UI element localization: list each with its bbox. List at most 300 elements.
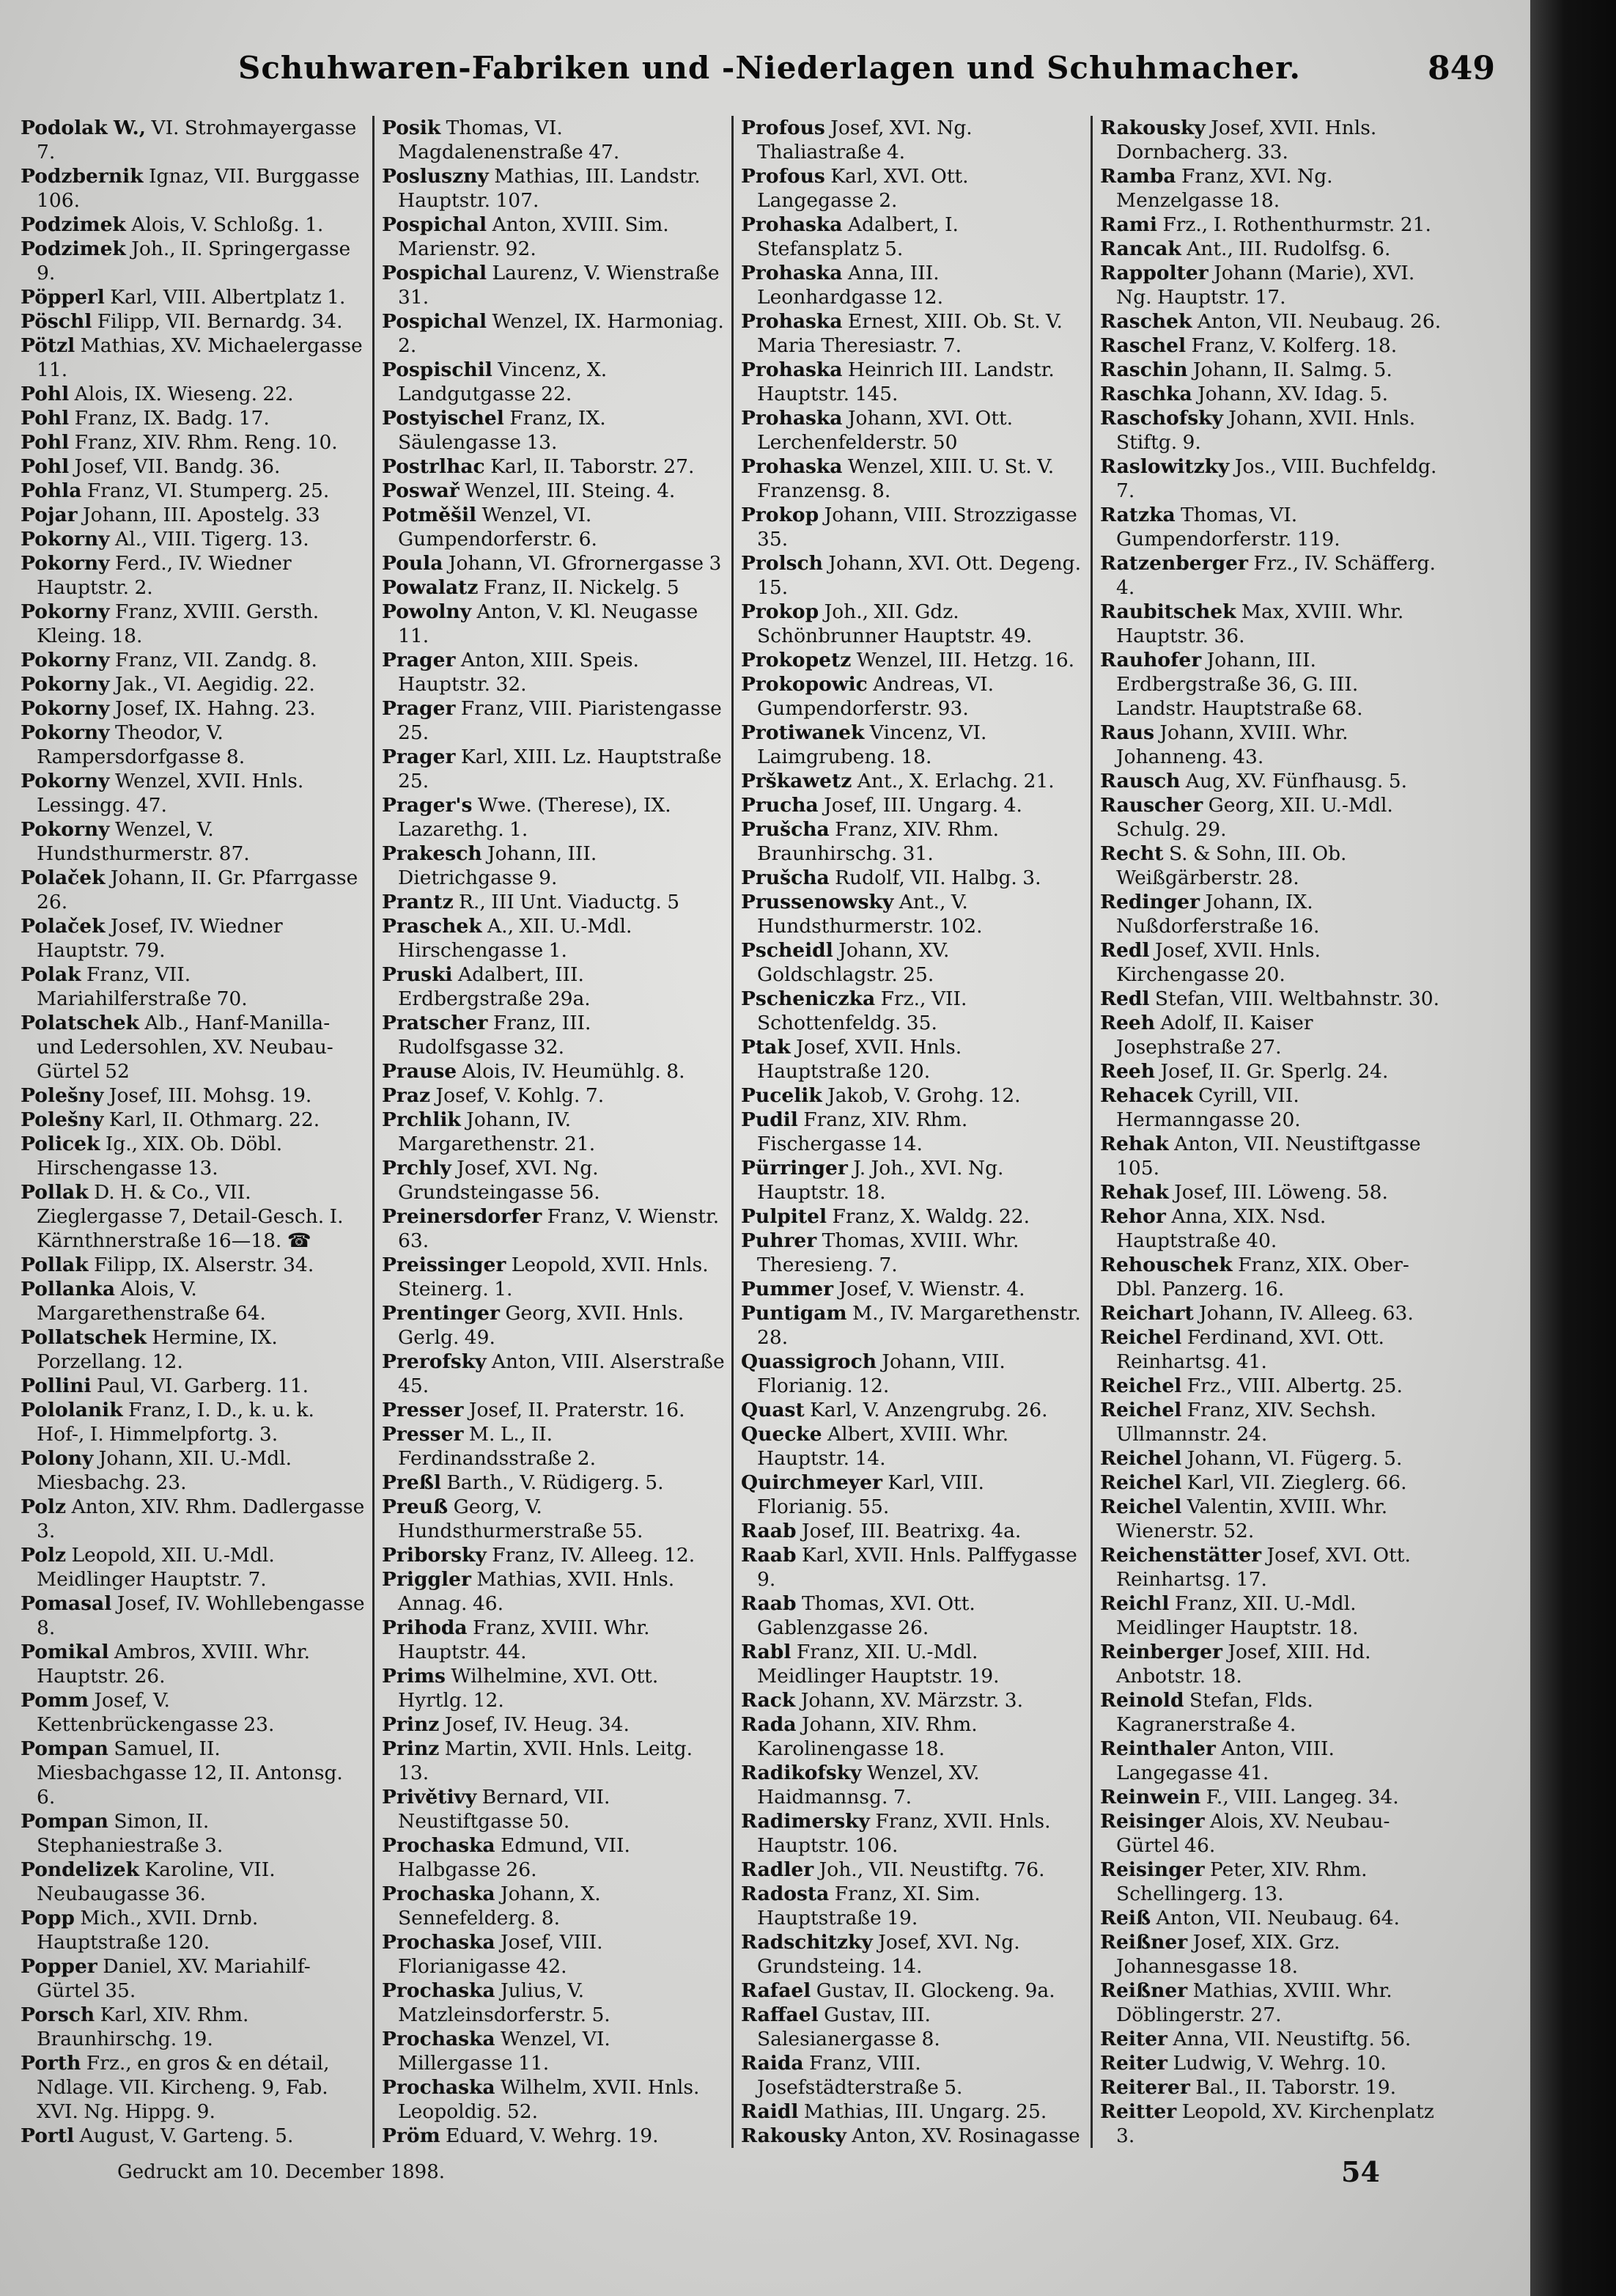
directory-entry [1100,600,1444,648]
entry-address: Mathias, III. Landstr. Hauptstr. 107. [398,165,701,212]
directory-entry [741,164,1085,213]
entry-address: Valentin, XVIII. Whr. Wienerstr. 52. [1116,1495,1388,1542]
entry-name: Prokop [741,504,819,526]
directory-entry [1100,1640,1444,1688]
directory-entry [1100,1253,1444,1301]
entry-address: Wenzel, IX. Harmoniag. 2. [398,310,724,357]
entry-name: Polaček [21,915,106,938]
entry-name: Pudil [741,1108,798,1131]
entry-name: Raab [741,1520,797,1542]
directory-entry [1100,1809,1444,1858]
directory-entry [1100,1132,1444,1180]
entry-address: Karl, V. Anzengrubg. 26. [804,1399,1048,1421]
directory-entry [21,769,366,817]
entry-name: Prokopetz [741,649,852,671]
entry-address: Karl, VII. Zieglerg. 66. [1181,1471,1407,1494]
directory-entry [741,1350,1085,1398]
directory-entry [21,1374,366,1398]
directory-entry [741,1204,1085,1229]
entry-address: Laurenz, V. Wienstraße 31. [398,262,720,309]
directory-entry [382,1350,726,1398]
directory-entry [741,1809,1085,1858]
directory-entry [21,503,366,527]
entry-name: Prager [382,649,456,671]
entry-address: Gustav, III. Salesianergasse 8. [757,2004,940,2050]
directory-entry [21,2051,366,2124]
entry-name: Rakousky [1100,117,1206,139]
directory-entry [741,1761,1085,1809]
entry-address: Franz, VI. Stumperg. 25. [81,479,330,502]
entry-name: Podzbernik [21,165,144,188]
entry-address: Vincenz, X. Landgutgasse 22. [398,358,608,405]
entry-address: Wenzel, V. Hundsthurmerstr. 87. [37,818,250,865]
directory-entry [21,817,366,866]
entry-name: Raschek [1100,310,1192,333]
entry-address: Franz, VIII. Piaristengasse 25. [398,697,722,744]
directory-entry [1100,648,1444,721]
directory-entry [382,1882,726,1930]
entry-address: Joh., VII. Neustiftg. 76. [813,1858,1045,1881]
entry-name: Reichenstätter [1100,1544,1262,1567]
entry-address: Adolf, II. Kaiser Josephstraße 27. [1116,1012,1313,1059]
entry-address: Franz, XIX. Ober-Dbl. Panzerg. 16. [1116,1254,1409,1300]
entry-name: Posluszny [382,165,489,188]
directory-entry [21,213,366,237]
directory-entry [382,551,726,575]
entry-name: Prohaska [741,455,843,478]
directory-entry [1100,1785,1444,1809]
directory-entry [741,1229,1085,1277]
entry-name: Prokopowic [741,673,868,696]
entry-name: Pospichal [382,310,487,333]
entry-name: Podzimek [21,213,126,236]
directory-entry [21,1132,366,1180]
directory-entry [741,1108,1085,1156]
entry-name: Raida [741,2052,804,2075]
entry-address: Mathias, XVII. Hnls. Annag. 46. [398,1568,675,1615]
entry-name: Prolsch [741,552,823,575]
entry-address: Anton, VII. Neubaug. 26. [1192,310,1442,333]
directory-entry [382,890,726,914]
directory-entry [382,2027,726,2075]
entry-name: Preßl [382,1471,441,1494]
entry-name: Prantz [382,891,454,913]
entry-address: Anton, XIV. Rhm. Dadlergasse 3. [37,1495,365,1542]
entry-address: Wilhelmine, XVI. Ott. Hyrtlg. 12. [398,1665,659,1712]
entry-name: Raidl [741,2100,799,2123]
entry-name: Pomasal [21,1592,112,1615]
entry-address: Karl, XIII. Lz. Hauptstraße 25. [398,746,722,792]
entry-name: Preissinger [382,1254,506,1276]
entry-address: Ambros, XVIII. Whr. Hauptstr. 26. [37,1641,311,1688]
entry-name: Raschel [1100,334,1187,357]
entry-name: Rehak [1100,1181,1169,1204]
directory-entry [21,382,366,406]
entry-address: Franz, V. Kolferg. 18. [1186,334,1398,357]
directory-entry [21,600,366,648]
entry-address: Ludwig, V. Wehrg. 10. [1167,2052,1387,2075]
directory-entry [1100,237,1444,261]
entry-name: Postyischel [382,407,504,430]
entry-address: Franz, XVII. Hnls. Hauptstr. 106. [757,1810,1051,1857]
entry-address: Franz, XIV. Rhm. Fischergasse 14. [757,1108,968,1155]
directory-entry [1100,1180,1444,1204]
entry-name: Redl [1100,939,1150,962]
page-title: Schuhwaren-Fabriken und -Niederlagen und Schuhmacher. [237,50,1301,86]
entry-name: Pohl [21,455,70,478]
entry-address: Johann, XV. Märzstr. 3. [795,1689,1024,1712]
entry-address: Johann, XIV. Rhm. Karolinengasse 18. [757,1713,978,1760]
directory-entry [382,261,726,309]
entry-name: Pondelizek [21,1858,139,1881]
entry-name: Porsch [21,2004,95,2026]
directory-entry [1100,1374,1444,1398]
entry-name: Pollini [21,1375,92,1397]
entry-address: Anton, VIII. Langegasse 41. [1116,1737,1335,1784]
entry-address: Franz, XIV. Sechsh. Ullmannstr. 24. [1116,1399,1376,1446]
entry-address: J. Joh., XVI. Ng. Hauptstr. 18. [757,1157,1004,1204]
entry-name: Rehacek [1100,1084,1193,1107]
entry-address: Anton, XVIII. Sim. Marienstr. 92. [398,213,669,260]
directory-entry [382,842,726,890]
directory-entry [382,1398,726,1422]
column-3 [731,116,1091,2148]
entry-name: Policek [21,1133,100,1155]
entry-address: Alois, V. Margarethenstraße 64. [37,1278,266,1325]
entry-name: Pulpitel [741,1205,827,1228]
entry-name: Ptak [741,1036,791,1059]
column-1 [13,116,372,2148]
entry-address: Karl, II. Othmarg. 22. [103,1108,320,1131]
entry-address: Anton, V. Kl. Neugasse 11. [398,600,698,647]
directory-entry [741,1519,1085,1543]
entry-address: Anton, XIII. Speis. Hauptstr. 32. [398,649,639,696]
entry-address: Eduard, V. Wehrg. 19. [440,2124,659,2147]
entry-name: Pokorny [21,770,110,792]
directory-entry [741,2100,1085,2124]
entry-address: Franz, XIV. Rhm. Braunhirschg. 31. [757,818,1000,865]
entry-address: Joh., II. Springergasse 9. [37,238,351,284]
entry-name: Raffael [741,2004,819,2026]
entry-name: Prohaska [741,262,843,284]
directory-entry [21,672,366,696]
directory-entry [1100,503,1444,551]
entry-name: Rami [1100,213,1157,236]
entry-name: Reichl [1100,1592,1170,1615]
entry-name: Puhrer [741,1229,817,1252]
entry-address: Peter, XIV. Rhm. Schellingerg. 13. [1116,1858,1368,1905]
entry-address: Filipp, VII. Bernardg. 34. [92,310,343,333]
directory-entry [382,1785,726,1833]
entry-name: Pollatschek [21,1326,147,1349]
entry-name: Pospischil [382,358,492,381]
directory-entry [741,1979,1085,2003]
directory-entry [21,1108,366,1132]
entry-address: Wenzel, III. Hetzg. 16. [851,649,1075,671]
entry-name: Redinger [1100,891,1200,913]
entry-name: Prchlik [382,1108,461,1131]
directory-entry [382,793,726,842]
entry-address: Johann, II. Salmg. 5. [1187,358,1392,381]
entry-address: Karl, II. Taborstr. 27. [484,455,695,478]
entry-address: Johann, II. Gr. Pfarrgasse 26. [37,866,358,913]
directory-entry [741,938,1085,987]
entry-address: Johann, XVI. Ott. Degeng. 15. [757,552,1082,599]
directory-entry [21,1253,366,1277]
entry-name: Quassigroch [741,1350,877,1373]
directory-entry [21,696,366,721]
directory-entry [382,1422,726,1471]
entry-address: Franz, IX. Säulengasse 13. [398,407,606,454]
entry-address: Johann, VIII. Florianig. 12. [757,1350,1006,1397]
entry-address: Joh., XII. Gdz. Schönbrunner Hauptstr. 49. [757,600,1033,647]
directory-entry [741,2124,1085,2148]
entry-name: Pokorny [21,552,110,575]
entry-address: Alois, IX. Wieseng. 22. [69,383,294,405]
directory-entry [741,1277,1085,1301]
entry-name: Pucelik [741,1084,822,1107]
entry-address: Paul, VI. Garberg. 11. [91,1375,309,1397]
entry-address: Johann, XII. U.-Mdl. Miesbachg. 23. [37,1447,292,1494]
directory-entry [21,479,366,503]
entry-address: Stefan, VIII. Weltbahnstr. 30. [1149,987,1440,1010]
entry-name: Pürringer [741,1157,848,1180]
entry-address: Barth., V. Rüdigerg. 5. [440,1471,664,1494]
directory-entry [21,1398,366,1446]
entry-address: Heinrich III. Landstr. Hauptstr. 145. [757,358,1055,405]
directory-entry [1100,1204,1444,1253]
directory-entry [741,1882,1085,1930]
entry-address: Josef, IV. Wiedner Hauptstr. 79. [37,915,283,962]
entry-name: Pololanik [21,1399,123,1421]
directory-entry [741,358,1085,406]
entry-name: Ratzenberger [1100,552,1248,575]
entry-address: Franz, XII. U.-Mdl. Meidlinger Hauptstr. 18. [1116,1592,1359,1639]
entry-name: Reiter [1100,2052,1168,2075]
entry-address: Anna, III. Leonhardgasse 12. [757,262,944,309]
directory-entry [741,1035,1085,1083]
entry-address: Franz, VII. Zandg. 8. [109,649,317,671]
entry-address: Josef, XVI. Ng. Grundsteing. 14. [757,1931,1020,1978]
entry-name: Reiß [1100,1907,1151,1929]
entry-name: Pokorny [21,818,110,841]
entry-name: Prškawetz [741,770,852,792]
entry-name: Postrlhac [382,455,485,478]
directory-entry [21,1592,366,1640]
entry-name: Reichel [1100,1375,1182,1397]
entry-address: Johann, VI. Fügerg. 5. [1181,1447,1403,1470]
entry-address: Johann, III. Apostelg. 33 [77,504,320,526]
entry-name: Rabl [741,1641,792,1663]
entry-name: Reichel [1100,1495,1182,1518]
entry-name: Polony [21,1447,94,1470]
entry-address: Thomas, VI. Magdalenenstraße 47. [398,117,620,163]
directory-entry [741,213,1085,261]
entry-name: Reiter [1100,2028,1168,2050]
directory-entry [741,1712,1085,1761]
entry-name: Rausch [1100,770,1181,792]
entry-name: Preinersdorfer [382,1205,542,1228]
entry-address: Frz., IV. Schäfferg. 4. [1116,552,1436,599]
entry-address: Thomas, XVIII. Whr. Theresieng. 7. [757,1229,1019,1276]
entry-address: Andreas, VI. Gumpendorferstr. 93. [757,673,995,720]
entry-name: Presser [382,1423,464,1446]
directory-entry [21,2003,366,2051]
directory-entry [382,1712,726,1737]
entry-name: Polešny [21,1108,104,1131]
entry-address: Thomas, XVI. Ott. Gablenzgasse 26. [757,1592,975,1639]
entry-name: Prušcha [741,866,830,889]
directory-entry [741,2051,1085,2100]
directory-entry [1100,2051,1444,2075]
entry-address: Josef, III. Beatrixg. 4a. [796,1520,1022,1542]
directory-entry [382,696,726,745]
entry-address: Wwe. (Therese), IX. Lazarethg. 1. [398,794,671,841]
entry-name: Prakesch [382,842,482,865]
directory-entry [1100,1592,1444,1640]
entry-name: Prause [382,1060,457,1083]
entry-name: Radimersky [741,1810,870,1833]
directory-entry [741,648,1085,672]
entry-address: Hermine, IX. Porzellang. 12. [37,1326,278,1373]
entry-name: Raus [1100,721,1154,744]
directory-entry [382,1253,726,1301]
entry-name: Profous [741,165,825,188]
directory-entry [1100,164,1444,213]
directory-entry [741,1688,1085,1712]
entry-address: Ant., III. Rudolfsg. 6. [1181,238,1391,260]
directory-entry [741,987,1085,1035]
entry-address: Adalbert, III. Erdbergstraße 29a. [398,963,591,1010]
entry-address: Adalbert, I. Stefansplatz 5. [757,213,959,260]
entry-name: Quast [741,1399,805,1421]
directory-entry [21,334,366,382]
entry-name: Pokorny [21,649,110,671]
entry-address: Jakob, V. Grohg. 12. [822,1084,1021,1107]
directory-entry [382,963,726,1011]
entry-name: Prager [382,746,456,768]
directory-entry [1100,842,1444,890]
entry-address: Franz, X. Waldg. 22. [827,1205,1030,1228]
directory-entry [1100,1688,1444,1737]
directory-entry [21,551,366,600]
entry-address: Wilhelm, XVII. Hnls. Leopoldig. 52. [398,2076,700,2123]
entry-address: Johann, VI. Gfrornergasse 3 [443,552,722,575]
entry-name: Pokorny [21,673,110,696]
entry-address: Anton, XV. Rosinagasse [852,2124,1080,2147]
directory-entry [1100,406,1444,455]
entry-address: Karoline, VII. Neubaugasse 36. [37,1858,276,1905]
entry-address: Wenzel, XVII. Hnls. Lessingg. 47. [37,770,304,817]
entry-name: Powolny [382,600,472,623]
entry-name: Priggler [382,1568,471,1591]
directory-entry [741,1858,1085,1882]
entry-name: Quirchmeyer [741,1471,882,1494]
entry-address: Franz, VIII. Josefstädterstraße 5. [757,2052,963,2099]
entry-name: Pomikal [21,1641,109,1663]
entry-address: Wenzel, VI. Gumpendorferstr. 6. [398,504,597,551]
entry-address: Franz, V. Wienstr. 63. [398,1205,720,1252]
entry-name: Reeh [1100,1012,1156,1034]
entry-name: Rancak [1100,238,1181,260]
entry-address: Wenzel, XIII. U. St. V. Franzensg. 8. [757,455,1055,502]
directory-entry [1100,2027,1444,2051]
entry-name: Pollak [21,1181,89,1204]
entry-address: VI. Strohmayergasse 7. [37,117,357,163]
entry-address: Josef, III. Mohsg. 19. [103,1084,312,1107]
entry-address: Johann (Marie), XVI. Ng. Hauptstr. 17. [1116,262,1415,309]
entry-name: Pospichal [382,213,487,236]
directory-entry [1100,455,1444,503]
directory-entry [21,1688,366,1737]
entry-name: Reiterer [1100,2076,1190,2099]
entry-name: Profous [741,117,825,139]
entry-address: S. & Sohn, III. Ob. Weißgärberstr. 28. [1116,842,1347,889]
entry-name: Pötzl [21,334,75,357]
directory-entry [741,1592,1085,1640]
entry-name: Pöpperl [21,286,105,309]
entry-name: Reinthaler [1100,1737,1216,1760]
directory-entry [741,455,1085,503]
entry-address: D. H. & Co., VII. Zieglergasse 7, Detail-Gesch. I. Kärnthnerstraße 16—18. ☎ [37,1181,344,1252]
directory-entry [21,430,366,455]
directory-entry [1100,334,1444,358]
directory-entry [382,1979,726,2027]
directory-entry [1100,116,1444,164]
entry-name: Prentinger [382,1302,500,1325]
directory-entry [382,1616,726,1664]
directory-entry [382,1471,726,1495]
entry-address: Anna, XIX. Nsd. Hauptstraße 40. [1116,1205,1327,1252]
entry-address: Martin, XVII. Hnls. Leitg. 13. [398,1737,693,1784]
entry-address: Karl, XVI. Ott. Langegasse 2. [757,165,969,212]
entry-address: A., XII. U.-Mdl. Hirschengasse 1. [398,915,632,962]
entry-name: Powalatz [382,576,479,599]
directory-entry [21,2124,366,2148]
entry-address: Wenzel, VI. Millergasse 11. [398,2028,610,2075]
entry-address: Jos., VIII. Buchfeldg. 7. [1116,455,1437,502]
entry-name: Reichel [1100,1326,1182,1349]
entry-address: Thomas, VI. Gumpendorferstr. 119. [1116,504,1340,551]
entry-name: Reitter [1100,2100,1177,2123]
directory-entry [1100,1979,1444,2027]
directory-entry [1100,1301,1444,1325]
entry-name: Pojar [21,504,78,526]
entry-name: Popper [21,1955,97,1978]
entry-address: Johann, XVII. Hnls. Stiftg. 9. [1116,407,1416,454]
directory-entry [741,721,1085,769]
directory-entry [21,1858,366,1906]
directory-entry [382,1567,726,1616]
entry-address: Johann, XVIII. Whr. Johanneng. 43. [1116,721,1348,768]
entry-name: Pummer [741,1278,834,1300]
entry-name: Prochaska [382,1979,495,2002]
entry-address: Frz., I. Rothenthurmstr. 21. [1156,213,1431,236]
entry-name: Prinz [382,1737,440,1760]
directory-entry [1100,1011,1444,1059]
entry-name: Pospichal [382,262,487,284]
entry-name: Polaček [21,866,106,889]
entry-name: Rack [741,1689,796,1712]
entry-name: Pompan [21,1810,108,1833]
directory-entry [21,1809,366,1858]
entry-address: Aug, XV. Fünfhausg. 5. [1180,770,1408,792]
entry-name: Rehak [1100,1133,1169,1155]
entry-name: Presser [382,1399,464,1421]
entry-address: Johann, VIII. Strozzigasse 35. [757,504,1077,551]
column-4 [1091,116,1450,2148]
entry-address: Anna, VII. Neustiftg. 56. [1167,2028,1412,2050]
